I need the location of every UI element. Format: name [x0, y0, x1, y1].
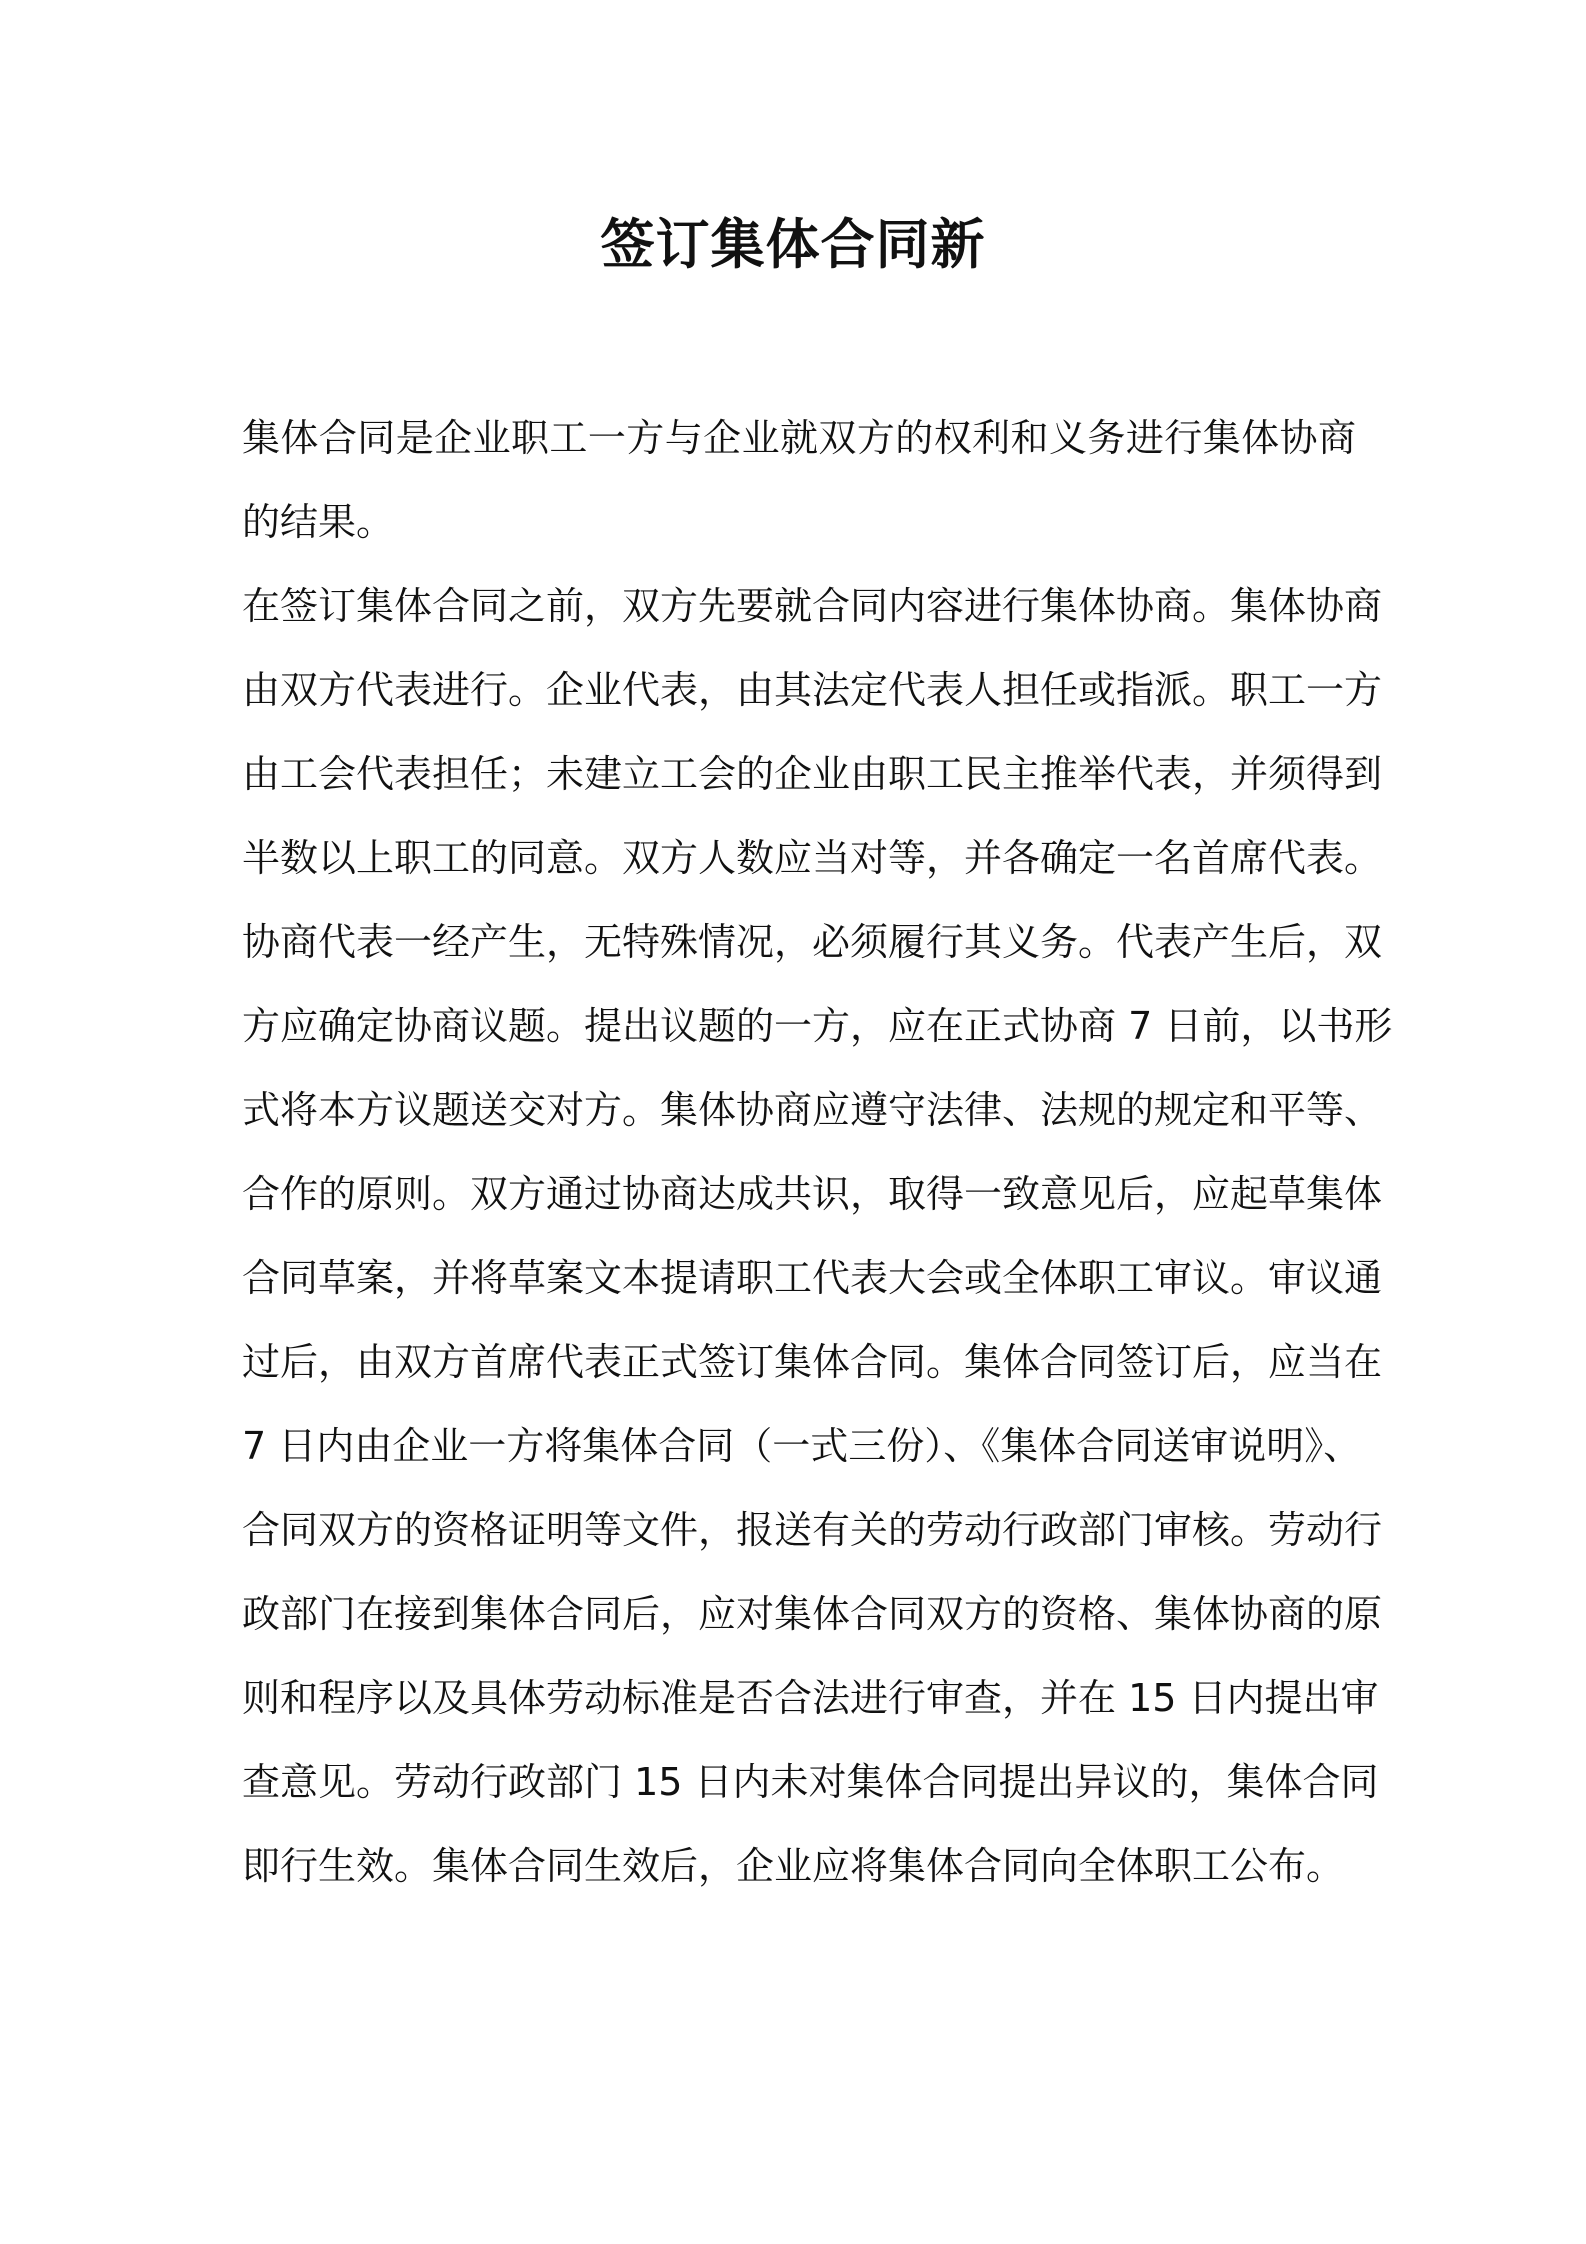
- text-line: 查意见。劳动行政部门 15 日内未对集体合同提出异议的，集体合同: [242, 1760, 1379, 1804]
- text-line: 即行生效。集体合同生效后，企业应将集体合同向全体职工公布。: [242, 1844, 1345, 1888]
- text-line: 由双方代表进行。企业代表，由其法定代表人担任或指派。职工一方: [242, 668, 1383, 712]
- paragraph-procedure: [242, 564, 1393, 1908]
- text-line: 合同草案，并将草案文本提请职工代表大会或全体职工审议。审议通: [242, 1256, 1383, 1300]
- text-line: 的结果。: [242, 500, 395, 544]
- text-line: 则和程序以及具体劳动标准是否合法进行审查，并在 15 日内提出审: [242, 1676, 1379, 1720]
- text-line: 7 日内由企业一方将集体合同（一式三份）、《集体合同送审说明》、: [242, 1424, 1362, 1468]
- document-body: [242, 396, 1393, 1908]
- text-line: 协商代表一经产生，无特殊情况，必须履行其义务。代表产生后，双: [242, 920, 1383, 964]
- text-line: 合同双方的资格证明等文件，报送有关的劳动行政部门审核。劳动行: [242, 1508, 1383, 1552]
- text-line: 合作的原则。双方通过协商达成共识，取得一致意见后，应起草集体: [242, 1172, 1383, 1216]
- text-line: 由工会代表担任；未建立工会的企业由职工民主推举代表，并须得到: [242, 752, 1383, 796]
- text-line: 集体合同是企业职工一方与企业就双方的权利和义务进行集体协商: [242, 416, 1356, 460]
- paragraph-definition: [242, 396, 1356, 564]
- text-line: 式将本方议题送交对方。集体协商应遵守法律、法规的规定和平等、: [242, 1088, 1383, 1132]
- text-line: 半数以上职工的同意。双方人数应当对等，并各确定一名首席代表。: [242, 836, 1383, 880]
- text-line: 方应确定协商议题。提出议题的一方，应在正式协商 7 日前，以书形: [242, 1004, 1393, 1048]
- text-line: 过后，由双方首席代表正式签订集体合同。集体合同签订后，应当在: [242, 1340, 1383, 1384]
- text-line: 在签订集体合同之前，双方先要就合同内容进行集体协商。集体协商: [242, 584, 1383, 628]
- document-title: 签订集体合同新: [600, 213, 986, 276]
- text-line: 政部门在接到集体合同后，应对集体合同双方的资格、集体协商的原: [242, 1592, 1383, 1636]
